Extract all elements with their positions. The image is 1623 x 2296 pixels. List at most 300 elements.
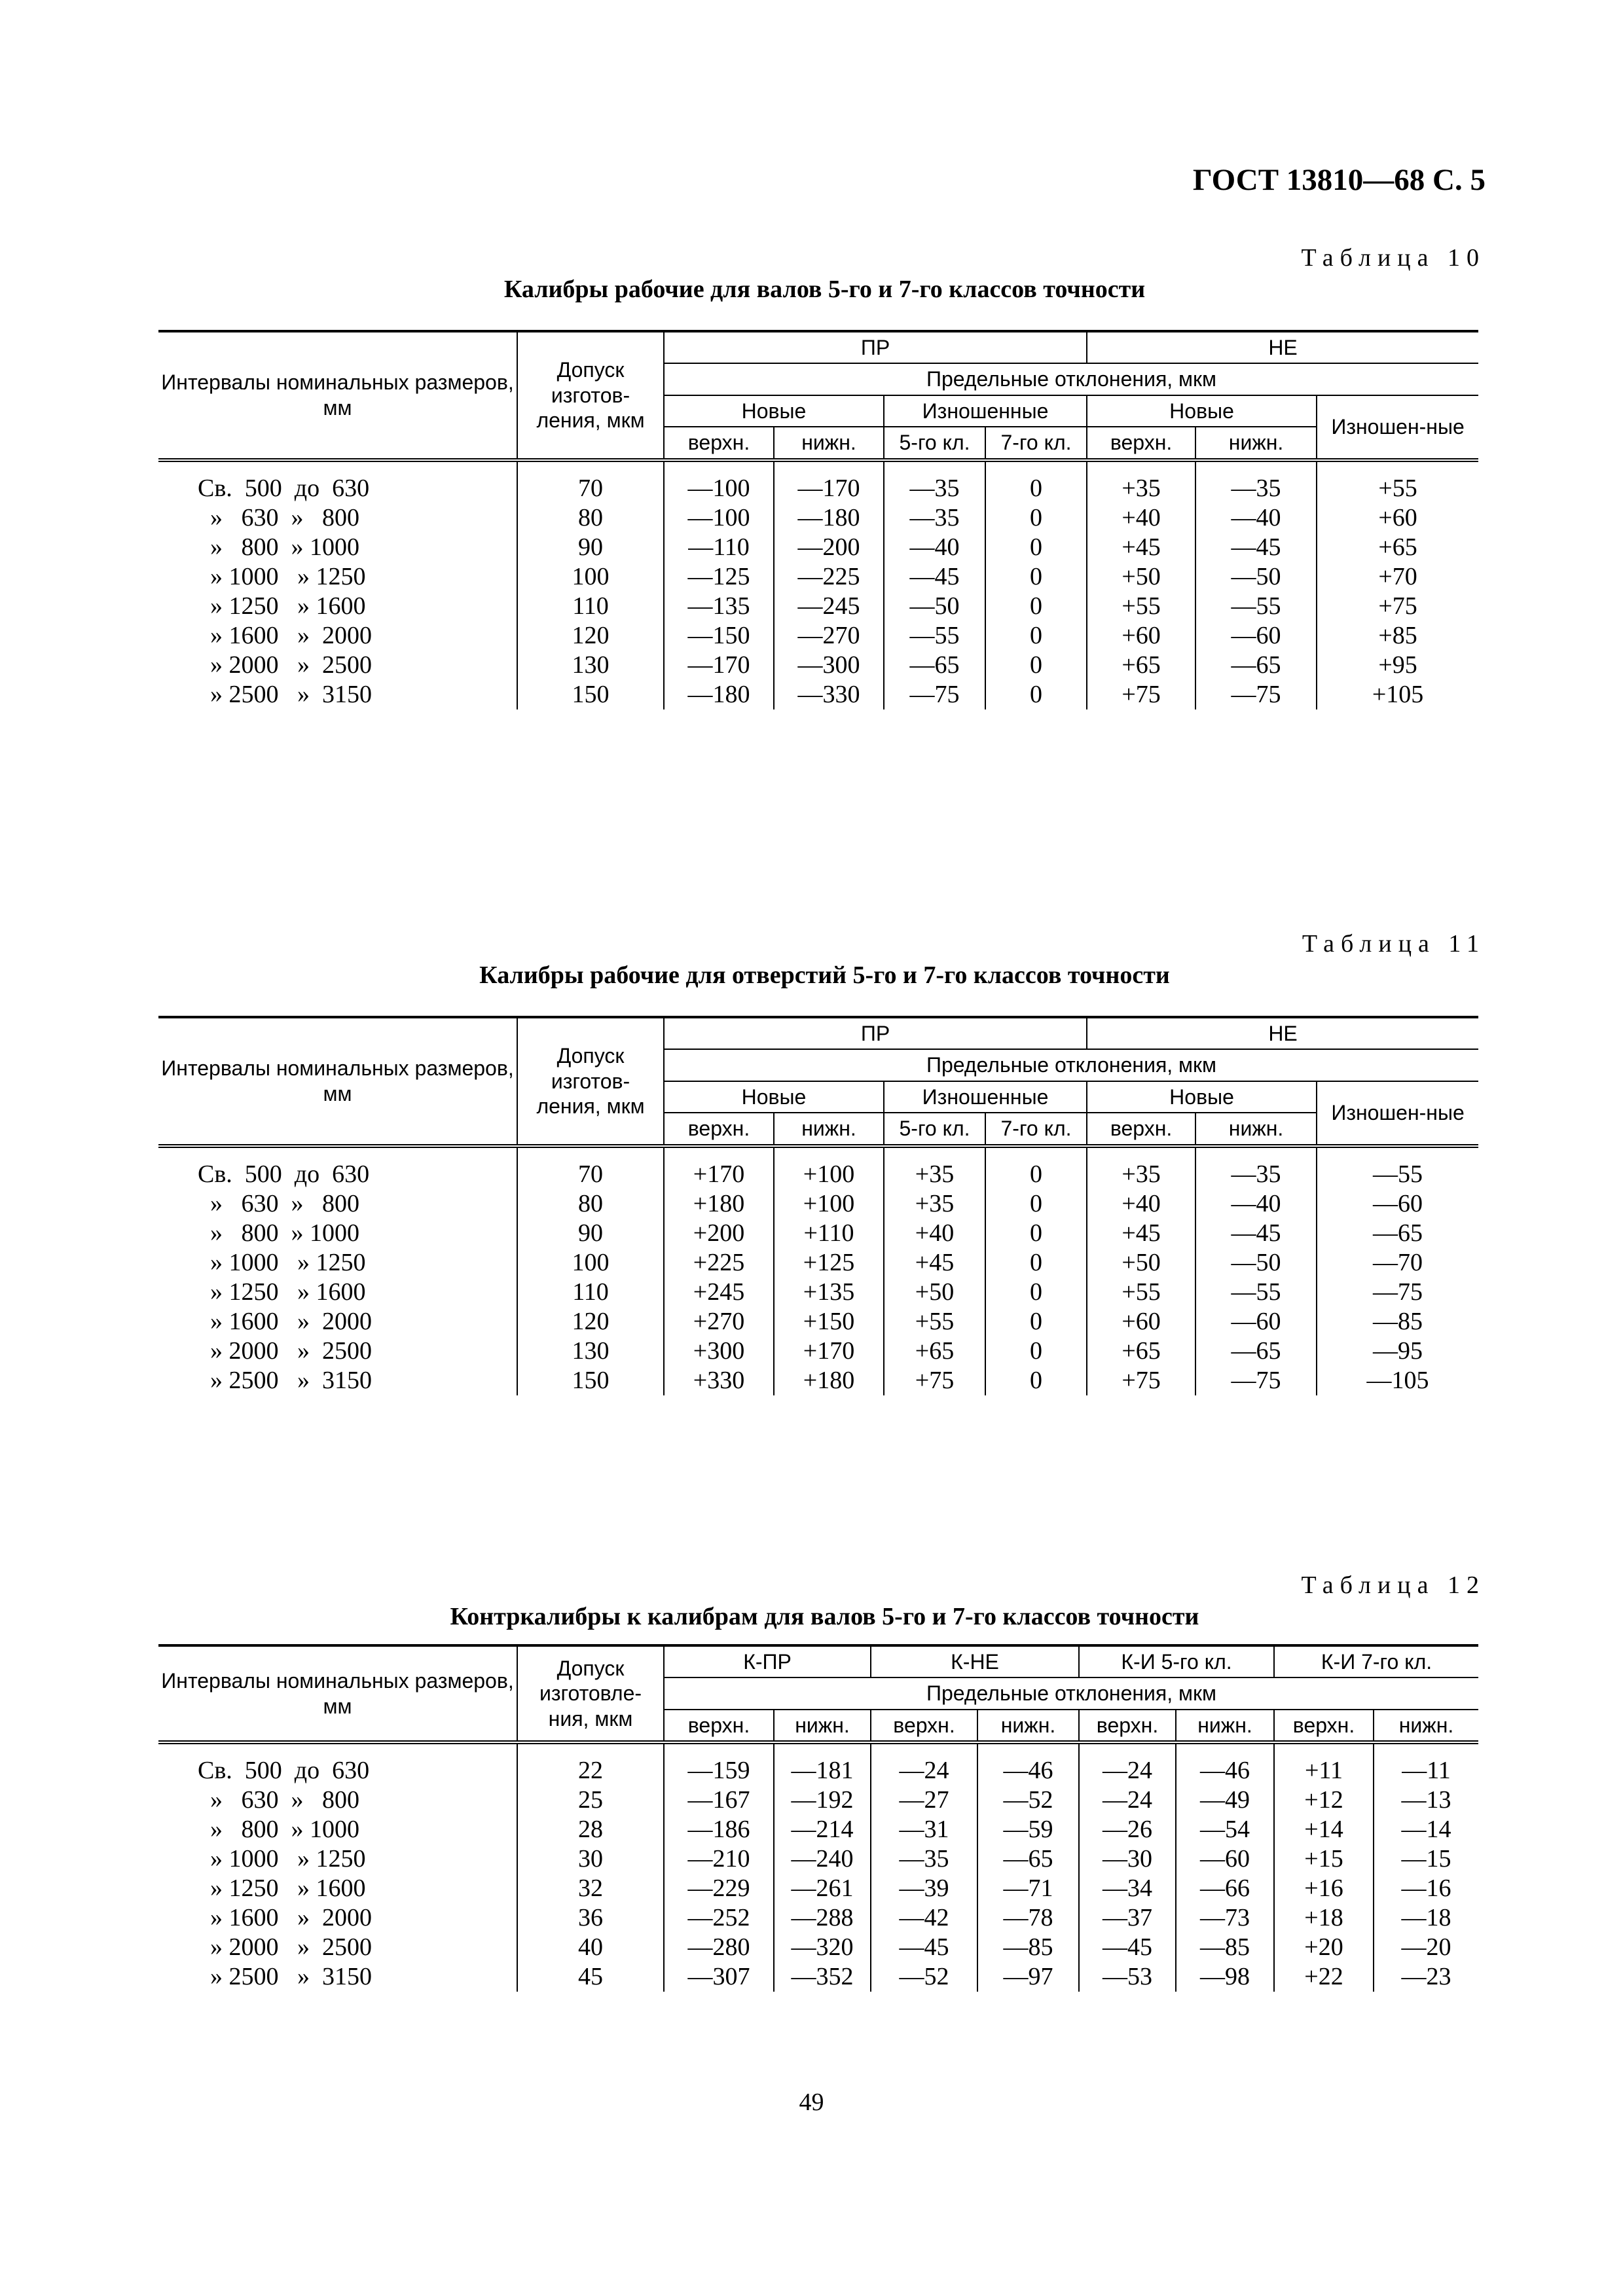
value-cell: +15 (1274, 1844, 1374, 1874)
value-cell: —150 (664, 621, 774, 651)
value-cell: —100 (664, 503, 774, 533)
range-cell: » 1000 » 1250 (158, 1844, 517, 1874)
value-cell: 0 (985, 1146, 1087, 1189)
value-cell: +55 (884, 1307, 985, 1336)
header-lower: нижн. (774, 427, 884, 459)
header-tolerance: Допуск изготовле-ния, мкм (517, 1645, 664, 1742)
table12-title: Контркалибры к калибрам для валов 5-го и 7-го классов точности (450, 1603, 1199, 1630)
value-cell: +55 (1087, 592, 1195, 621)
value-cell: +170 (774, 1336, 884, 1366)
value-cell: +110 (774, 1219, 884, 1248)
value-cell: —24 (1079, 1785, 1176, 1815)
table10-number: Таблица 10 (1301, 244, 1486, 272)
table-row (158, 562, 1478, 592)
header-worn: Изношенные (884, 1081, 1087, 1113)
header-tolerance: Допуск изготов-ления, мкм (517, 1017, 664, 1146)
value-cell: —200 (774, 533, 884, 562)
value-cell: —46 (1176, 1742, 1274, 1785)
value-cell: —65 (1317, 1219, 1478, 1248)
tolerance-cell: 30 (517, 1844, 664, 1874)
value-cell: —65 (977, 1844, 1079, 1874)
value-cell: —352 (774, 1962, 871, 1992)
range-cell: » 1600 » 2000 (158, 1307, 517, 1336)
range-cell: Св. 500 до 630 (158, 1742, 517, 1785)
value-cell: —45 (871, 1933, 977, 1962)
range-cell: » 2500 » 3150 (158, 1962, 517, 1992)
range-cell: » 1250 » 1600 (158, 592, 517, 621)
tolerance-cell: 90 (517, 1219, 664, 1248)
value-cell: —85 (1176, 1933, 1274, 1962)
value-cell: —98 (1176, 1962, 1274, 1992)
table-row (158, 1307, 1478, 1336)
table-row (158, 1742, 1478, 1785)
value-cell: 0 (985, 1219, 1087, 1248)
range-cell: » 1600 » 2000 (158, 1903, 517, 1933)
value-cell: —45 (884, 562, 985, 592)
table12-body (158, 1742, 1478, 1992)
value-cell: —40 (1195, 503, 1317, 533)
value-cell: —60 (1317, 1189, 1478, 1219)
value-cell: 0 (985, 592, 1087, 621)
value-cell: —35 (1195, 460, 1317, 503)
table-row (158, 1933, 1478, 1962)
value-cell: —46 (977, 1742, 1079, 1785)
table-row (158, 533, 1478, 562)
header-deviations: Предельные отклонения, мкм (664, 1677, 1478, 1709)
value-cell: —270 (774, 621, 884, 651)
value-cell: +45 (1087, 1219, 1195, 1248)
range-cell: Св. 500 до 630 (158, 460, 517, 503)
value-cell: —45 (1195, 533, 1317, 562)
value-cell: —35 (1195, 1146, 1317, 1189)
tolerance-cell: 120 (517, 1307, 664, 1336)
value-cell: —24 (1079, 1742, 1176, 1785)
value-cell: —39 (871, 1874, 977, 1903)
value-cell: —135 (664, 592, 774, 621)
table-row (158, 1844, 1478, 1874)
value-cell: —26 (1079, 1815, 1176, 1844)
value-cell: +75 (1087, 680, 1195, 709)
header-class7: 7-го кл. (985, 427, 1087, 459)
value-cell: +75 (1087, 1366, 1195, 1395)
value-cell: —27 (871, 1785, 977, 1815)
value-cell: +95 (1317, 651, 1478, 680)
tolerance-cell: 32 (517, 1874, 664, 1903)
value-cell: +60 (1317, 503, 1478, 533)
value-cell: —13 (1374, 1785, 1478, 1815)
value-cell: +55 (1317, 460, 1478, 503)
value-cell: —225 (774, 562, 884, 592)
range-cell: » 800 » 1000 (158, 533, 517, 562)
value-cell: —45 (1079, 1933, 1176, 1962)
value-cell: 0 (985, 460, 1087, 503)
value-cell: —214 (774, 1815, 871, 1844)
header-upper: верхн. (871, 1710, 977, 1742)
value-cell: 0 (985, 621, 1087, 651)
value-cell: +100 (774, 1146, 884, 1189)
header-lower: нижн. (1195, 1113, 1317, 1145)
value-cell: 0 (985, 533, 1087, 562)
tolerance-cell: 90 (517, 533, 664, 562)
range-cell: » 630 » 800 (158, 503, 517, 533)
range-cell: Св. 500 до 630 (158, 1146, 517, 1189)
header-intervals: Интервалы номинальных размеров, мм (158, 1645, 517, 1742)
value-cell: 0 (985, 680, 1087, 709)
header-upper: верхн. (664, 427, 774, 459)
value-cell: +35 (884, 1146, 985, 1189)
page-header: ГОСТ 13810—68 С. 5 (1192, 163, 1486, 197)
value-cell: +300 (664, 1336, 774, 1366)
page-number: 49 (799, 2089, 824, 2116)
header-worn: Изношенные (884, 395, 1087, 427)
table-row (158, 503, 1478, 533)
value-cell: +70 (1317, 562, 1478, 592)
value-cell: +55 (1087, 1278, 1195, 1307)
value-cell: 0 (985, 562, 1087, 592)
value-cell: —307 (664, 1962, 774, 1992)
value-cell: +180 (664, 1189, 774, 1219)
table-row (158, 1336, 1478, 1366)
value-cell: —60 (1195, 1307, 1317, 1336)
value-cell: +60 (1087, 1307, 1195, 1336)
value-cell: —35 (884, 503, 985, 533)
value-cell: —85 (1317, 1307, 1478, 1336)
table-row (158, 1874, 1478, 1903)
table12 (158, 1644, 1478, 1992)
header-worn: Изношен-ные (1317, 1081, 1478, 1146)
tolerance-cell: 22 (517, 1742, 664, 1785)
header-lower: нижн. (774, 1113, 884, 1145)
value-cell: —300 (774, 651, 884, 680)
table11 (158, 1016, 1478, 1395)
table-row (158, 1366, 1478, 1395)
value-cell: +135 (774, 1278, 884, 1307)
value-cell: —30 (1079, 1844, 1176, 1874)
tolerance-cell: 100 (517, 1248, 664, 1278)
table-row (158, 460, 1478, 503)
range-cell: » 1000 » 1250 (158, 562, 517, 592)
range-cell: » 2500 » 3150 (158, 1366, 517, 1395)
value-cell: —245 (774, 592, 884, 621)
range-cell: » 2000 » 2500 (158, 1336, 517, 1366)
header-intervals: Интервалы номинальных размеров, мм (158, 331, 517, 460)
value-cell: —31 (871, 1815, 977, 1844)
value-cell: —55 (1195, 1278, 1317, 1307)
value-cell: +20 (1274, 1933, 1374, 1962)
value-cell: +65 (1317, 533, 1478, 562)
header-class5: 5-го кл. (884, 1113, 985, 1145)
value-cell: +35 (1087, 1146, 1195, 1189)
header-lower: нижн. (977, 1710, 1079, 1742)
header-ne: НЕ (1087, 331, 1478, 363)
range-cell: » 2000 » 2500 (158, 651, 517, 680)
value-cell: —71 (977, 1874, 1079, 1903)
value-cell: 0 (985, 1336, 1087, 1366)
value-cell: +180 (774, 1366, 884, 1395)
tolerance-cell: 80 (517, 1189, 664, 1219)
table-row (158, 1146, 1478, 1189)
header-class5: 5-го кл. (884, 427, 985, 459)
value-cell: +12 (1274, 1785, 1374, 1815)
value-cell: —24 (871, 1742, 977, 1785)
value-cell: —75 (884, 680, 985, 709)
table11-title: Калибры рабочие для отверстий 5-го и 7-го классов точности (479, 961, 1170, 989)
header-upper: верхн. (664, 1710, 774, 1742)
value-cell: +40 (1087, 503, 1195, 533)
header-k-pr: К-ПР (664, 1645, 871, 1677)
table-row (158, 592, 1478, 621)
value-cell: —75 (1195, 1366, 1317, 1395)
tolerance-cell: 28 (517, 1815, 664, 1844)
tolerance-cell: 150 (517, 1366, 664, 1395)
value-cell: —45 (1195, 1219, 1317, 1248)
header-upper: верхн. (1079, 1710, 1176, 1742)
range-cell: » 630 » 800 (158, 1189, 517, 1219)
table-row (158, 1903, 1478, 1933)
value-cell: +270 (664, 1307, 774, 1336)
value-cell: —59 (977, 1815, 1079, 1844)
value-cell: —60 (1176, 1844, 1274, 1874)
value-cell: —280 (664, 1933, 774, 1962)
value-cell: 0 (985, 1248, 1087, 1278)
header-upper: верхн. (1087, 427, 1195, 459)
header-deviations: Предельные отклонения, мкм (664, 1049, 1478, 1081)
value-cell: —14 (1374, 1815, 1478, 1844)
value-cell: +60 (1087, 621, 1195, 651)
value-cell: +16 (1274, 1874, 1374, 1903)
value-cell: +170 (664, 1146, 774, 1189)
tolerance-cell: 40 (517, 1933, 664, 1962)
value-cell: 0 (985, 651, 1087, 680)
tolerance-cell: 150 (517, 680, 664, 709)
table12-number: Таблица 12 (1301, 1571, 1486, 1599)
table11-number: Таблица 11 (1302, 930, 1486, 958)
value-cell: —229 (664, 1874, 774, 1903)
value-cell: —288 (774, 1903, 871, 1933)
value-cell: +40 (884, 1219, 985, 1248)
value-cell: +45 (1087, 533, 1195, 562)
tolerance-cell: 110 (517, 1278, 664, 1307)
value-cell: —73 (1176, 1903, 1274, 1933)
value-cell: —50 (1195, 562, 1317, 592)
range-cell: » 800 » 1000 (158, 1815, 517, 1844)
tolerance-cell: 70 (517, 460, 664, 503)
table11-body (158, 1146, 1478, 1395)
value-cell: —170 (664, 651, 774, 680)
range-cell: » 1250 » 1600 (158, 1874, 517, 1903)
range-cell: » 1600 » 2000 (158, 621, 517, 651)
value-cell: —125 (664, 562, 774, 592)
value-cell: —85 (977, 1933, 1079, 1962)
tolerance-cell: 130 (517, 1336, 664, 1366)
value-cell: —23 (1374, 1962, 1478, 1992)
range-cell: » 1250 » 1600 (158, 1278, 517, 1307)
range-cell: » 2000 » 2500 (158, 1933, 517, 1962)
value-cell: +18 (1274, 1903, 1374, 1933)
value-cell: —75 (1317, 1278, 1478, 1307)
tolerance-cell: 100 (517, 562, 664, 592)
value-cell: —54 (1176, 1815, 1274, 1844)
header-k-ne: К-НЕ (871, 1645, 1079, 1677)
value-cell: —65 (1195, 1336, 1317, 1366)
tolerance-cell: 130 (517, 651, 664, 680)
value-cell: —192 (774, 1785, 871, 1815)
value-cell: —330 (774, 680, 884, 709)
value-cell: +40 (1087, 1189, 1195, 1219)
header-upper: верхн. (1274, 1710, 1374, 1742)
header-ne: НЕ (1087, 1017, 1478, 1049)
table-row (158, 1189, 1478, 1219)
tolerance-cell: 120 (517, 621, 664, 651)
tolerance-cell: 25 (517, 1785, 664, 1815)
value-cell: +65 (884, 1336, 985, 1366)
value-cell: —180 (774, 503, 884, 533)
value-cell: —37 (1079, 1903, 1176, 1933)
value-cell: —16 (1374, 1874, 1478, 1903)
tolerance-cell: 70 (517, 1146, 664, 1189)
range-cell: » 2500 » 3150 (158, 680, 517, 709)
header-tolerance: Допуск изготов-ления, мкм (517, 331, 664, 460)
table-row (158, 1962, 1478, 1992)
table-row (158, 1785, 1478, 1815)
range-cell: » 800 » 1000 (158, 1219, 517, 1248)
value-cell: —78 (977, 1903, 1079, 1933)
value-cell: —40 (884, 533, 985, 562)
value-cell: —50 (884, 592, 985, 621)
value-cell: +50 (1087, 1248, 1195, 1278)
value-cell: —105 (1317, 1366, 1478, 1395)
header-pr: ПР (664, 331, 1087, 363)
value-cell: —52 (977, 1785, 1079, 1815)
value-cell: —65 (884, 651, 985, 680)
value-cell: +35 (884, 1189, 985, 1219)
header-upper: верхн. (664, 1113, 774, 1145)
header-upper: верхн. (1087, 1113, 1195, 1145)
value-cell: +50 (884, 1278, 985, 1307)
value-cell: —159 (664, 1742, 774, 1785)
tolerance-cell: 36 (517, 1903, 664, 1933)
header-intervals: Интервалы номинальных размеров, мм (158, 1017, 517, 1146)
value-cell: —60 (1195, 621, 1317, 651)
value-cell: +14 (1274, 1815, 1374, 1844)
value-cell: +100 (774, 1189, 884, 1219)
value-cell: —49 (1176, 1785, 1274, 1815)
value-cell: —15 (1374, 1844, 1478, 1874)
table-row (158, 651, 1478, 680)
value-cell: +65 (1087, 1336, 1195, 1366)
value-cell: —70 (1317, 1248, 1478, 1278)
range-cell: » 1000 » 1250 (158, 1248, 517, 1278)
value-cell: —35 (871, 1844, 977, 1874)
value-cell: +150 (774, 1307, 884, 1336)
header-new: Новые (664, 1081, 884, 1113)
header-lower: нижн. (1176, 1710, 1274, 1742)
value-cell: 0 (985, 1278, 1087, 1307)
value-cell: +45 (884, 1248, 985, 1278)
header-new: Новые (664, 395, 884, 427)
table-row (158, 1248, 1478, 1278)
value-cell: —55 (1195, 592, 1317, 621)
value-cell: —20 (1374, 1933, 1478, 1962)
header-pr: ПР (664, 1017, 1087, 1049)
value-cell: —75 (1195, 680, 1317, 709)
value-cell: +35 (1087, 460, 1195, 503)
value-cell: —210 (664, 1844, 774, 1874)
value-cell: —40 (1195, 1189, 1317, 1219)
value-cell: —320 (774, 1933, 871, 1962)
table-row (158, 1815, 1478, 1844)
header-worn: Изношен-ные (1317, 395, 1478, 460)
value-cell: —110 (664, 533, 774, 562)
header-k-i-5: К-И 5-го кл. (1079, 1645, 1274, 1677)
header-new: Новые (1087, 1081, 1317, 1113)
header-lower: нижн. (1195, 427, 1317, 459)
value-cell: —53 (1079, 1962, 1176, 1992)
header-new: Новые (1087, 395, 1317, 427)
table-row (158, 621, 1478, 651)
value-cell: 0 (985, 503, 1087, 533)
value-cell: +11 (1274, 1742, 1374, 1785)
header-class7: 7-го кл. (985, 1113, 1087, 1145)
value-cell: +50 (1087, 562, 1195, 592)
value-cell: —252 (664, 1903, 774, 1933)
value-cell: —55 (884, 621, 985, 651)
tolerance-cell: 80 (517, 503, 664, 533)
value-cell: —11 (1374, 1742, 1478, 1785)
value-cell: +105 (1317, 680, 1478, 709)
table-row (158, 1219, 1478, 1248)
value-cell: —52 (871, 1962, 977, 1992)
value-cell: —65 (1195, 651, 1317, 680)
value-cell: +85 (1317, 621, 1478, 651)
value-cell: 0 (985, 1189, 1087, 1219)
value-cell: +245 (664, 1278, 774, 1307)
table10-title: Калибры рабочие для валов 5-го и 7-го классов точности (503, 276, 1146, 303)
value-cell: —100 (664, 460, 774, 503)
value-cell: —181 (774, 1742, 871, 1785)
value-cell: —95 (1317, 1336, 1478, 1366)
value-cell: —35 (884, 460, 985, 503)
value-cell: +225 (664, 1248, 774, 1278)
tolerance-cell: 45 (517, 1962, 664, 1992)
value-cell: —50 (1195, 1248, 1317, 1278)
value-cell: —42 (871, 1903, 977, 1933)
table-row (158, 680, 1478, 709)
value-cell: +125 (774, 1248, 884, 1278)
value-cell: —55 (1317, 1146, 1478, 1189)
value-cell: —66 (1176, 1874, 1274, 1903)
value-cell: —180 (664, 680, 774, 709)
value-cell: +330 (664, 1366, 774, 1395)
header-lower: нижн. (1374, 1710, 1478, 1742)
header-lower: нижн. (774, 1710, 871, 1742)
tolerance-cell: 110 (517, 592, 664, 621)
value-cell: —240 (774, 1844, 871, 1874)
value-cell: 0 (985, 1366, 1087, 1395)
value-cell: —261 (774, 1874, 871, 1903)
value-cell: +75 (884, 1366, 985, 1395)
value-cell: —186 (664, 1815, 774, 1844)
value-cell: +200 (664, 1219, 774, 1248)
value-cell: —34 (1079, 1874, 1176, 1903)
range-cell: » 630 » 800 (158, 1785, 517, 1815)
value-cell: —167 (664, 1785, 774, 1815)
table-row (158, 1278, 1478, 1307)
table10-body (158, 460, 1478, 709)
value-cell: —18 (1374, 1903, 1478, 1933)
table10 (158, 330, 1478, 709)
header-deviations: Предельные отклонения, мкм (664, 363, 1478, 395)
